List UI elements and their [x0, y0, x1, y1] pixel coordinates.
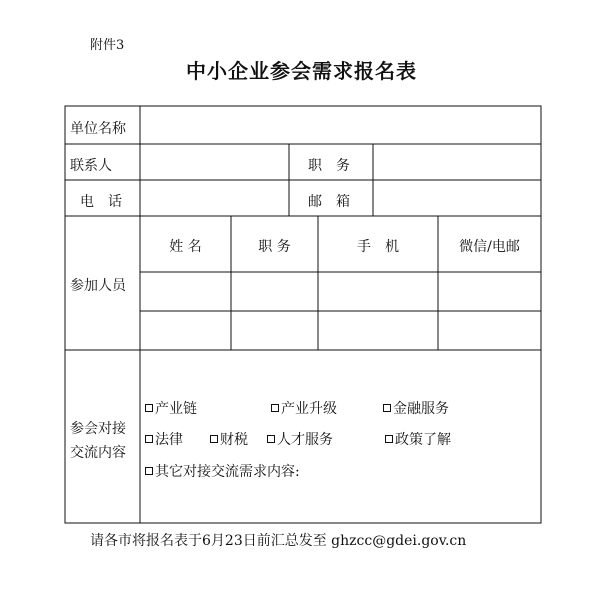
- contact-label: 联系人: [70, 158, 112, 174]
- exchange-label-line1: 参会对接: [70, 421, 126, 437]
- checkbox-icon[interactable]: [385, 435, 393, 443]
- checkbox-icon[interactable]: [383, 404, 391, 412]
- option-tax[interactable]: 财税: [210, 429, 248, 449]
- exchange-label-line2: 交流内容: [70, 445, 126, 461]
- checkbox-icon[interactable]: [145, 435, 153, 443]
- submission-note: 请各市将报名表于6月23日前汇总发至 ghzcc@gdei.gov.cn: [90, 533, 467, 549]
- option-law[interactable]: 法律: [145, 429, 183, 449]
- email-label: 邮 箱: [308, 194, 350, 210]
- option-talent-services[interactable]: 人才服务: [267, 429, 333, 449]
- checkbox-icon[interactable]: [145, 467, 153, 475]
- option-industry-upgrade[interactable]: 产业升级: [271, 398, 337, 418]
- column-header-wechat-email: 微信/电邮: [459, 239, 520, 255]
- option-policy-understanding[interactable]: 政策了解: [385, 429, 451, 449]
- position-label: 职 务: [308, 158, 350, 174]
- checkbox-icon[interactable]: [271, 404, 279, 412]
- table-border: [65, 106, 541, 523]
- checkbox-icon[interactable]: [145, 404, 153, 412]
- participants-label: 参加人员: [70, 278, 126, 294]
- column-header-name: 姓 名: [169, 239, 202, 255]
- checkbox-icon[interactable]: [210, 435, 218, 443]
- option-financial-services[interactable]: 金融服务: [383, 398, 449, 418]
- attachment-label: 附件3: [90, 38, 125, 53]
- option-industry-chain[interactable]: 产业链: [145, 398, 197, 418]
- unit-name-label: 单位名称: [70, 121, 126, 137]
- option-other-needs[interactable]: 其它对接交流需求内容:: [145, 461, 300, 481]
- checkbox-icon[interactable]: [267, 435, 275, 443]
- form-title: 中小企业参会需求报名表: [186, 59, 417, 83]
- phone-label: 电 话: [80, 194, 122, 210]
- column-header-position: 职 务: [258, 239, 291, 255]
- column-header-mobile: 手 机: [357, 239, 399, 255]
